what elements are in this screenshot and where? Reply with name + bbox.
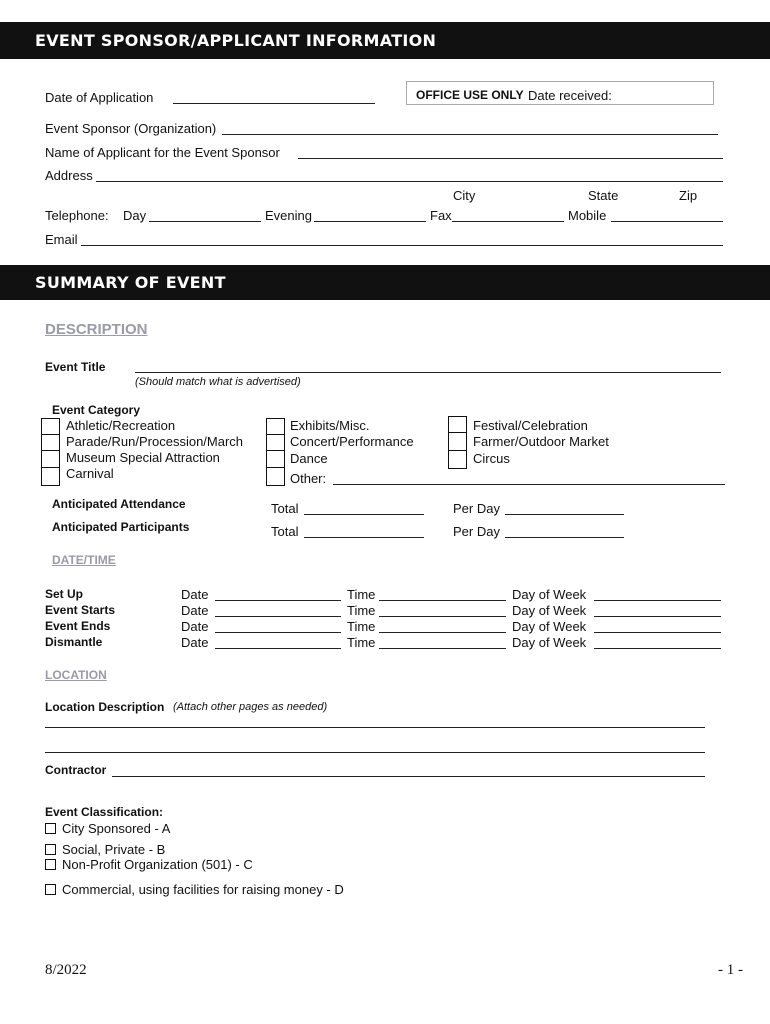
category-museum-label: Museum Special Attraction: [66, 450, 220, 465]
category-athletic-label: Athletic/Recreation: [66, 418, 176, 433]
summary-section-title: SUMMARY OF EVENT: [35, 273, 226, 292]
category-dance-label: Dance: [290, 451, 328, 466]
dismantle-label: Dismantle: [45, 635, 103, 649]
address-label: Address: [45, 168, 93, 183]
attendance-total-field[interactable]: [304, 514, 424, 515]
dismantle-dow-field[interactable]: [594, 648, 721, 649]
ends-date-field[interactable]: [215, 632, 341, 633]
dismantle-time-field[interactable]: [379, 648, 506, 649]
sponsor-section-banner: [0, 22, 770, 59]
dismantle-time-label: Time: [347, 635, 376, 650]
category-farmer-label: Farmer/Outdoor Market: [473, 434, 609, 449]
location-heading: LOCATION: [45, 668, 107, 682]
contractor-label: Contractor: [45, 763, 107, 777]
event-title-field[interactable]: [135, 372, 721, 373]
setup-dow-field[interactable]: [594, 600, 721, 601]
attendance-label: Anticipated Attendance: [52, 497, 186, 511]
dismantle-dow-label: Day of Week: [512, 635, 587, 650]
event-ends-label: Event Ends: [45, 619, 111, 633]
location-description-note: (Attach other pages as needed): [173, 701, 328, 713]
classification-option-c[interactable]: [45, 857, 253, 872]
classification-option-d-label: Commercial, using facilities for raising money - D: [62, 882, 344, 897]
dismantle-date-label: Date: [181, 635, 209, 650]
summary-section-banner: [0, 265, 770, 300]
category-exhibits-label: Exhibits/Misc.: [290, 418, 370, 433]
setup-dow-label: Day of Week: [512, 587, 587, 602]
classification-option-b[interactable]: [45, 842, 165, 857]
event-starts-label: Event Starts: [45, 603, 116, 617]
category-circus-label: Circus: [473, 451, 510, 466]
setup-date-label: Date: [181, 587, 209, 602]
location-description-label: Location Description: [45, 700, 165, 714]
category-checkbox-carnival[interactable]: [41, 467, 60, 486]
attendance-per-day-field[interactable]: [505, 514, 624, 515]
address-field[interactable]: [96, 181, 723, 182]
ends-time-field[interactable]: [379, 632, 506, 633]
footer-date: 8/2022: [45, 962, 87, 978]
date-of-application-label: Date of Application: [45, 90, 154, 105]
dismantle-date-field[interactable]: [215, 648, 341, 649]
participants-label: Anticipated Participants: [52, 520, 190, 534]
classification-option-a[interactable]: [45, 821, 170, 836]
participants-per-day-field[interactable]: [505, 537, 624, 538]
category-checkbox-circus[interactable]: [448, 450, 467, 469]
classification-checkbox-b[interactable]: [45, 844, 56, 855]
location-description-line-1[interactable]: [45, 727, 705, 728]
starts-date-label: Date: [181, 603, 209, 618]
page-number: - 1 -: [718, 962, 743, 978]
fax-label: Fax: [430, 208, 452, 223]
event-category-label: Event Category: [52, 403, 141, 417]
setup-label: Set Up: [45, 587, 84, 601]
category-parade-label: Parade/Run/Procession/March: [66, 434, 244, 449]
mobile-label: Mobile: [568, 208, 607, 223]
classification-label: Event Classification:: [45, 805, 164, 819]
ends-dow-field[interactable]: [594, 632, 721, 633]
attendance-per-day-label: Per Day: [453, 501, 500, 516]
classification-checkbox-d[interactable]: [45, 884, 56, 895]
category-other-field[interactable]: [333, 484, 725, 485]
event-sponsor-field[interactable]: [222, 134, 718, 135]
evening-phone-field[interactable]: [314, 221, 426, 222]
date-of-application-field[interactable]: [173, 103, 375, 104]
date-received-label: Date received:: [528, 88, 612, 103]
category-concert-label: Concert/Performance: [290, 434, 414, 449]
classification-checkbox-a[interactable]: [45, 823, 56, 834]
category-checkbox-farmer[interactable]: [448, 432, 467, 451]
classification-checkbox-c[interactable]: [45, 859, 56, 870]
ends-time-label: Time: [347, 619, 376, 634]
city-label: City: [453, 188, 476, 203]
location-description-line-2[interactable]: [45, 752, 705, 753]
category-festival-label: Festival/Celebration: [473, 418, 588, 433]
applicant-name-label: Name of Applicant for the Event Sponsor: [45, 145, 280, 160]
setup-date-field[interactable]: [215, 600, 341, 601]
starts-date-field[interactable]: [215, 616, 341, 617]
state-label: State: [588, 188, 619, 203]
ends-date-label: Date: [181, 619, 209, 634]
setup-time-label: Time: [347, 587, 376, 602]
starts-time-field[interactable]: [379, 616, 506, 617]
classification-option-a-label: City Sponsored - A: [62, 821, 171, 836]
contractor-field[interactable]: [112, 776, 705, 777]
event-title-note: (Should match what is advertised): [135, 376, 301, 388]
zip-label: Zip: [679, 188, 698, 203]
starts-time-label: Time: [347, 603, 376, 618]
classification-option-c-label: Non-Profit Organization (501) - C: [62, 857, 253, 872]
attendance-total-label: Total: [271, 501, 299, 516]
event-title-label: Event Title: [45, 360, 106, 374]
participants-per-day-label: Per Day: [453, 524, 500, 539]
evening-label: Evening: [265, 208, 312, 223]
day-phone-field[interactable]: [149, 221, 261, 222]
fax-field[interactable]: [452, 221, 564, 222]
ends-dow-label: Day of Week: [512, 619, 587, 634]
day-label: Day: [123, 208, 147, 223]
category-checkbox-other[interactable]: [266, 467, 285, 486]
description-heading: DESCRIPTION: [45, 321, 148, 338]
setup-time-field[interactable]: [379, 600, 506, 601]
sponsor-section-title: EVENT SPONSOR/APPLICANT INFORMATION: [35, 31, 437, 50]
office-use-label: OFFICE USE ONLY: [416, 88, 524, 102]
participants-total-label: Total: [271, 524, 299, 539]
classification-option-d[interactable]: [45, 882, 344, 897]
starts-dow-field[interactable]: [594, 616, 721, 617]
category-carnival-label: Carnival: [66, 466, 114, 481]
telephone-label: Telephone:: [45, 208, 109, 223]
classification-option-b-label: Social, Private - B: [62, 842, 166, 857]
participants-total-field[interactable]: [304, 537, 424, 538]
event-sponsor-label: Event Sponsor (Organization): [45, 121, 217, 136]
email-label: Email: [45, 232, 78, 247]
starts-dow-label: Day of Week: [512, 603, 587, 618]
email-field[interactable]: [81, 245, 723, 246]
category-other-label: Other:: [290, 471, 327, 486]
applicant-name-field[interactable]: [298, 158, 723, 159]
mobile-field[interactable]: [611, 221, 723, 222]
datetime-heading: DATE/TIME: [52, 553, 116, 567]
